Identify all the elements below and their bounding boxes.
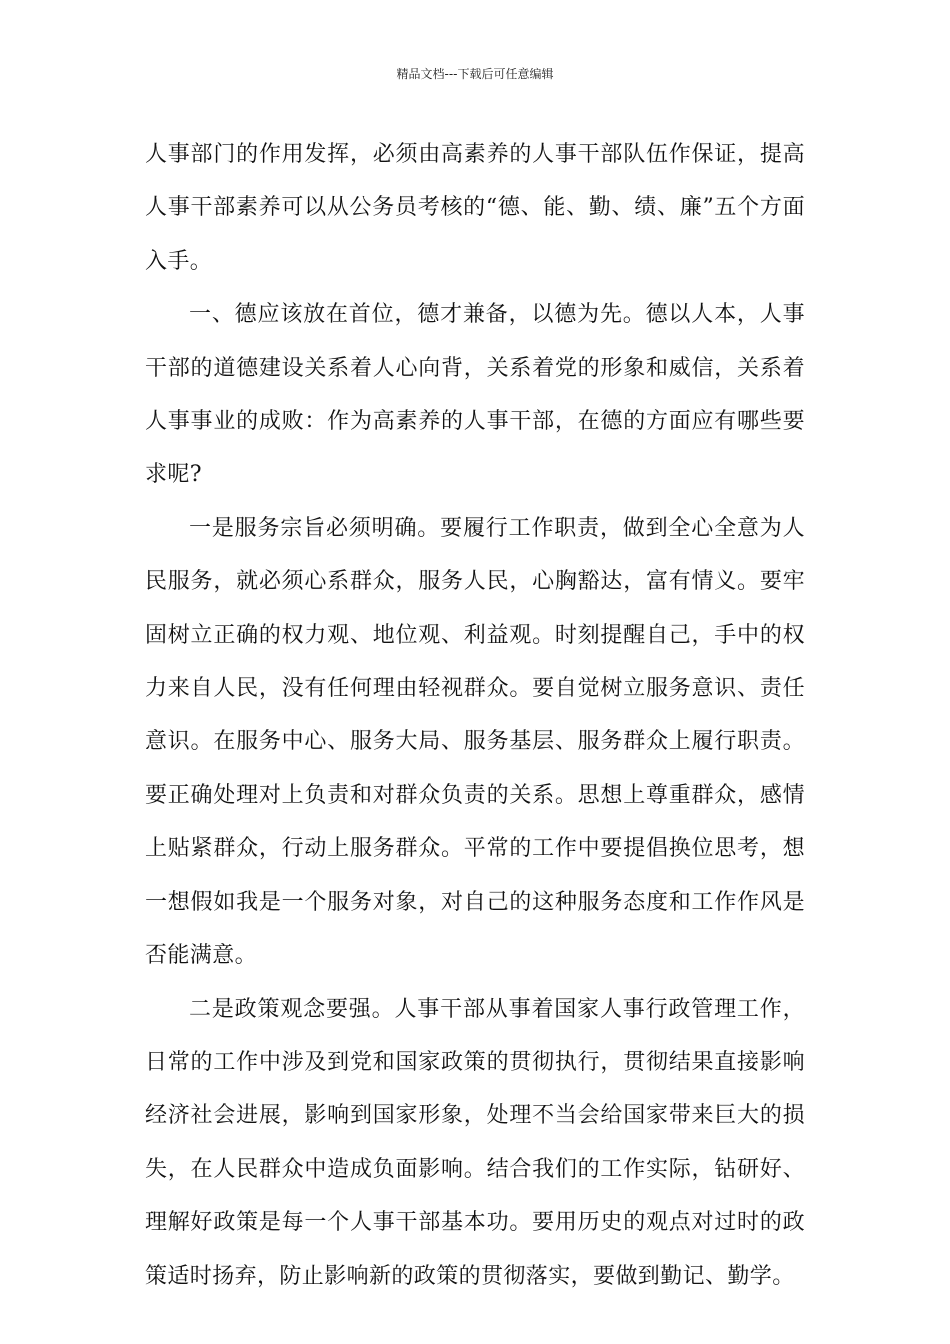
paragraph-section-one: 一、德应该放在首位，德才兼备，以德为先。德以人本，人事干部的道德建设关系着人心向背，关系着党的形象和威信，关系着人事事业的成败：作为高素养的人事干部，在德的方面应有哪些要求呢? [145, 302, 805, 488]
paragraph-policy-awareness: 二是政策观念要强。人事干部从事着国家人事行政管理工作，日常的工作中涉及到党和国家政策的贯彻执行，贯彻结果直接影响经济社会进展，影响到国家形象，处理不当会给国家带来巨大的损失，在人民群众中造成负面影响。结合我们的工作实际，钻研好、理解好政策是每一个人事干部基本功。要用历史的观点对过时的政策适时扬弃，防止影响新的政策的贯彻落实，要做到勤记、勤学。 [145, 996, 805, 1289]
paragraph-service-purpose: 一是服务宗旨必须明确。要履行工作职责，做到全心全意为人民服务，就必须心系群众，服务人民，心胸豁达，富有情义。要牢固树立正确的权力观、地位观、利益观。时刻提醒自己，手中的权力来自人民，没有任何理由轻视群众。要自觉树立服务意识、责任意识。在服务中心、服务大局、服务基层、服务群众上履行职责。要正确处理对上负责和对群众负责的关系。思想上尊重群众，感情上贴紧群众，行动上服务群众。平常的工作中要提倡换位思考，想一想假如我是一个服务对象，对自己的这种服务态度和工作作风是否能满意。 [145, 515, 805, 969]
paragraph-intro: 人事部门的作用发挥，必须由高素养的人事干部队伍作保证，提高人事干部素养可以从公务员考核的“德、能、勤、绩、廉”五个方面入手。 [145, 142, 805, 274]
page-header: 精品文档---下载后可任意编辑 [396, 67, 554, 81]
document-body [145, 128, 805, 1303]
